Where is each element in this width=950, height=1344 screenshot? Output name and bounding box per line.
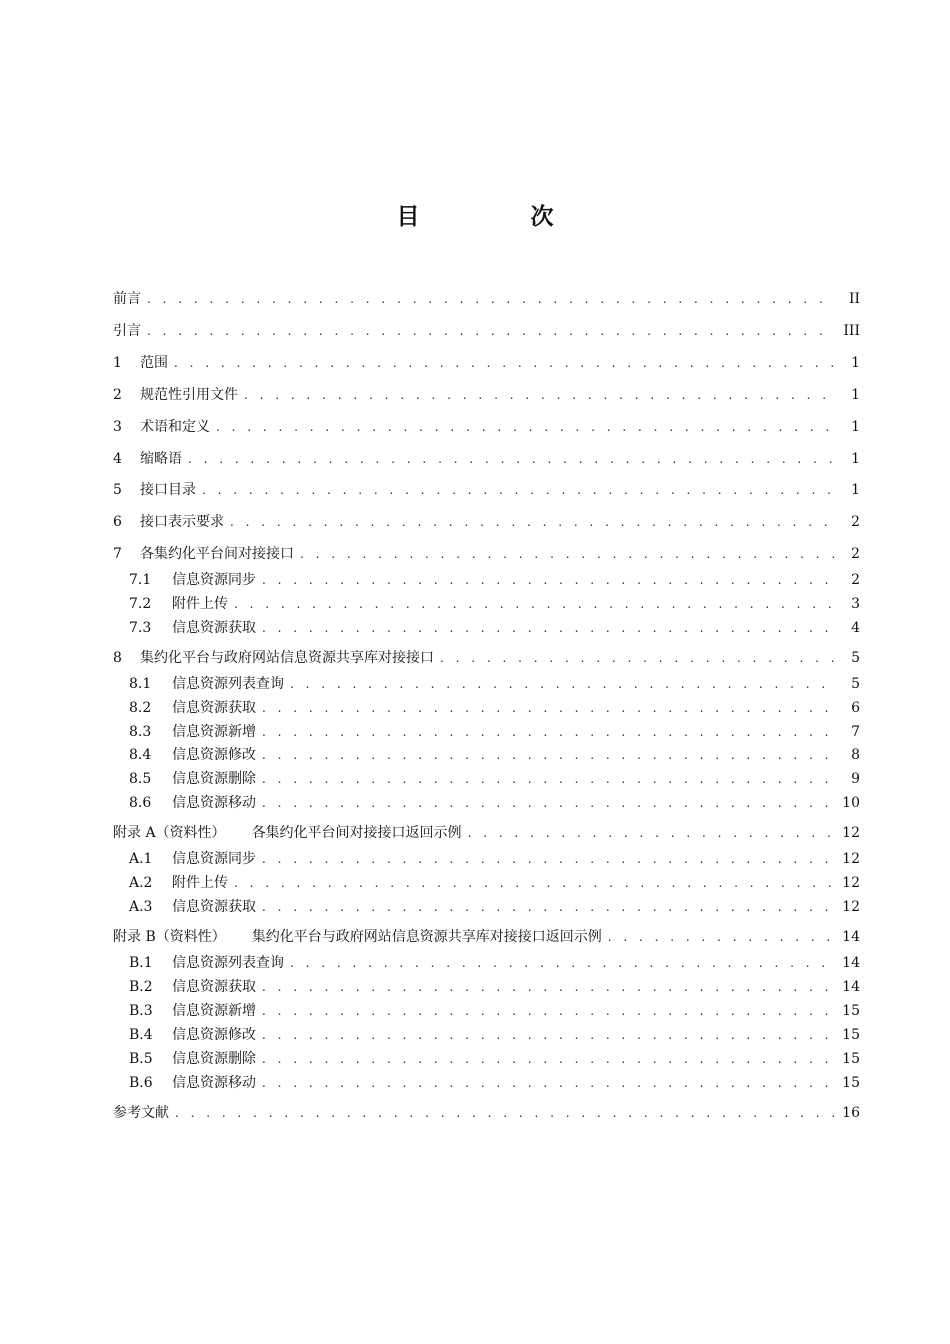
toc-entry-4[interactable]	[113, 448, 860, 470]
toc-entry-page: II	[848, 291, 860, 307]
dot-leader	[262, 896, 834, 918]
toc-entry-page: 8	[851, 747, 860, 763]
dot-leader	[440, 647, 834, 669]
toc-entry-8[interactable]	[113, 647, 860, 669]
toc-entry-a-2[interactable]	[113, 872, 860, 894]
toc-entry-8-4[interactable]	[113, 744, 860, 766]
toc-entry-page: 15	[842, 1003, 860, 1019]
dot-leader	[262, 1024, 834, 1046]
toc-entry-1[interactable]	[113, 352, 860, 374]
dot-leader	[262, 1000, 834, 1022]
dot-leader	[147, 320, 834, 342]
toc-entry-number: A.1	[129, 851, 153, 867]
toc-entry-page: 5	[851, 676, 860, 692]
toc-entry-title: 信息资源列表查询	[172, 955, 284, 971]
toc-entry-7[interactable]	[113, 543, 860, 565]
toc-entry-page: 2	[851, 514, 860, 530]
dot-leader	[290, 952, 834, 974]
toc-entry-page: 7	[851, 724, 860, 740]
dot-leader	[188, 448, 834, 470]
toc-entry-page: III	[843, 323, 860, 339]
toc-entry-title: 信息资源获取	[172, 700, 256, 716]
toc-entry-title: 附件上传	[172, 596, 228, 612]
toc-entry-title: 信息资源修改	[172, 747, 256, 763]
toc-entry-title: 信息资源删除	[172, 771, 256, 787]
toc-entry-title: 信息资源移动	[172, 795, 256, 811]
toc-entry-number: A.3	[129, 899, 153, 915]
toc-entry-title: 附件上传	[172, 875, 228, 891]
toc-entry-page: 10	[842, 795, 860, 811]
dot-leader	[468, 822, 834, 844]
toc-entry-number: B.6	[129, 1075, 153, 1091]
table-of-contents	[113, 0, 860, 1344]
toc-entry-number: 3	[113, 419, 122, 435]
toc-entry-page: 15	[842, 1051, 860, 1067]
toc-entry-b-6[interactable]	[113, 1072, 860, 1094]
dot-leader	[262, 697, 834, 719]
dot-leader	[290, 673, 834, 695]
toc-entry-8-2[interactable]	[113, 697, 860, 719]
dot-leader	[262, 744, 834, 766]
dot-leader	[262, 768, 834, 790]
toc-entry-title: 信息资源新增	[172, 724, 256, 740]
dot-leader	[262, 721, 834, 743]
toc-entry-number: B.5	[129, 1051, 153, 1067]
toc-entry-b-3[interactable]	[113, 1000, 860, 1022]
toc-entry-number: B.3	[129, 1003, 153, 1019]
dot-leader	[300, 543, 834, 565]
toc-entry-number: A.2	[129, 875, 153, 891]
dot-leader	[147, 288, 834, 310]
toc-entry-page: 1	[851, 387, 860, 403]
toc-entry-number: 6	[113, 514, 122, 530]
toc-entry-title: 缩略语	[140, 451, 182, 467]
dot-leader	[262, 569, 834, 591]
toc-entry-7-2[interactable]	[113, 593, 860, 615]
toc-entry-page: 2	[851, 546, 860, 562]
toc-entry-6[interactable]	[113, 511, 860, 533]
dot-leader	[262, 792, 834, 814]
toc-entry-number: 7	[113, 546, 122, 562]
toc-entry-number: 8.3	[129, 724, 152, 740]
dot-leader	[262, 976, 834, 998]
toc-entry-title: 信息资源获取	[172, 899, 256, 915]
toc-entry-title: 信息资源修改	[172, 1027, 256, 1043]
toc-entry-number: 5	[113, 482, 122, 498]
toc-entry-number: 7.2	[129, 596, 152, 612]
toc-entry-8-3[interactable]	[113, 721, 860, 743]
toc-entry-page: 1	[851, 482, 860, 498]
toc-entry-title: 信息资源获取	[172, 979, 256, 995]
dot-leader	[234, 872, 834, 894]
dot-leader	[262, 848, 834, 870]
toc-entry-number: B.2	[129, 979, 153, 995]
toc-entry-page: 14	[842, 955, 860, 971]
toc-entry-title: 信息资源同步	[172, 851, 256, 867]
toc-entry-page: 12	[842, 825, 860, 841]
toc-entry-page: 12	[842, 899, 860, 915]
toc-entry-page: 15	[842, 1075, 860, 1091]
toc-entry-appendix-b[interactable]	[113, 926, 860, 948]
toc-entry-number: B.4	[129, 1027, 153, 1043]
toc-entry-page: 1	[851, 451, 860, 467]
dot-leader	[262, 1048, 834, 1070]
toc-entry-number: 7.3	[129, 620, 152, 636]
toc-entry-number: 附录 A（资料性）	[113, 825, 226, 841]
toc-entry-b-5[interactable]	[113, 1048, 860, 1070]
toc-entry-title: 前言	[113, 291, 141, 307]
toc-entry-b-4[interactable]	[113, 1024, 860, 1046]
toc-entry-8-1[interactable]	[113, 673, 860, 695]
toc-entry-page: 4	[851, 620, 860, 636]
toc-entry-8-6[interactable]	[113, 792, 860, 814]
toc-entry-introduction[interactable]	[113, 320, 860, 342]
dot-leader	[202, 479, 834, 501]
toc-entry-7-1[interactable]	[113, 569, 860, 591]
toc-entry-title: 信息资源同步	[172, 572, 256, 588]
dot-leader	[244, 384, 834, 406]
toc-entry-a-3[interactable]	[113, 896, 860, 918]
toc-entry-title: 信息资源新增	[172, 1003, 256, 1019]
dot-leader	[608, 926, 834, 948]
dot-leader	[174, 352, 834, 374]
toc-entry-number: 1	[113, 355, 122, 371]
toc-entry-number: 8.4	[129, 747, 152, 763]
toc-entry-number: 8	[113, 650, 122, 666]
toc-entry-number: 附录 B（资料性）	[113, 929, 226, 945]
toc-entry-page: 1	[851, 355, 860, 371]
dot-leader	[216, 416, 834, 438]
toc-entry-page: 15	[842, 1027, 860, 1043]
toc-entry-number: 4	[113, 451, 122, 467]
dot-leader	[230, 511, 834, 533]
toc-entry-title: 信息资源获取	[172, 620, 256, 636]
toc-entry-title: 范围	[140, 355, 168, 371]
dot-leader	[262, 1072, 834, 1094]
toc-entry-title: 信息资源删除	[172, 1051, 256, 1067]
toc-entry-title: 信息资源列表查询	[172, 676, 284, 692]
toc-entry-title: 集约化平台与政府网站信息资源共享库对接接口	[140, 650, 434, 666]
toc-entry-page: 2	[851, 572, 860, 588]
dot-leader	[234, 593, 834, 615]
toc-entry-page: 3	[851, 596, 860, 612]
toc-entry-b-2[interactable]	[113, 976, 860, 998]
toc-entry-title: 接口目录	[140, 482, 196, 498]
toc-entry-title: 各集约化平台间对接接口返回示例	[251, 825, 462, 841]
toc-entry-title: 引言	[113, 323, 141, 339]
toc-entry-page: 5	[851, 650, 860, 666]
toc-entry-title: 各集约化平台间对接接口	[140, 546, 294, 562]
toc-entry-page: 12	[842, 875, 860, 891]
toc-entry-8-5[interactable]	[113, 768, 860, 790]
page-title: 目 次	[396, 204, 598, 230]
toc-entry-page: 16	[842, 1105, 860, 1121]
toc-entry-page: 1	[851, 419, 860, 435]
toc-entry-title: 参考文献	[113, 1105, 169, 1121]
toc-entry-number: 7.1	[129, 572, 152, 588]
toc-entry-bibliography[interactable]	[113, 1102, 860, 1124]
toc-entry-number: 8.6	[129, 795, 152, 811]
toc-entry-number: B.1	[129, 955, 153, 971]
dot-leader	[175, 1102, 834, 1124]
toc-entry-page: 6	[851, 700, 860, 716]
toc-entry-appendix-a[interactable]	[113, 822, 860, 844]
toc-entry-number: 8.1	[129, 676, 152, 692]
toc-entry-title: 规范性引用文件	[140, 387, 238, 403]
toc-entry-page: 9	[851, 771, 860, 787]
toc-entry-b-1[interactable]	[113, 952, 860, 974]
toc-entry-a-1[interactable]	[113, 848, 860, 870]
toc-entry-title: 接口表示要求	[140, 514, 224, 530]
toc-entry-title: 术语和定义	[140, 419, 210, 435]
toc-entry-number: 8.5	[129, 771, 152, 787]
toc-entry-7-3[interactable]	[113, 617, 860, 639]
toc-entry-page: 12	[842, 851, 860, 867]
toc-entry-title: 信息资源移动	[172, 1075, 256, 1091]
toc-entry-number: 8.2	[129, 700, 152, 716]
toc-entry-number: 2	[113, 387, 122, 403]
toc-entry-title: 集约化平台与政府网站信息资源共享库对接接口返回示例	[251, 929, 602, 945]
toc-entry-3[interactable]	[113, 416, 860, 438]
dot-leader	[262, 617, 834, 639]
toc-entry-page: 14	[842, 929, 860, 945]
toc-entry-page: 14	[842, 979, 860, 995]
toc-entry-5[interactable]	[113, 479, 860, 501]
toc-entry-2[interactable]	[113, 384, 860, 406]
toc-entry-foreword[interactable]	[113, 288, 860, 310]
